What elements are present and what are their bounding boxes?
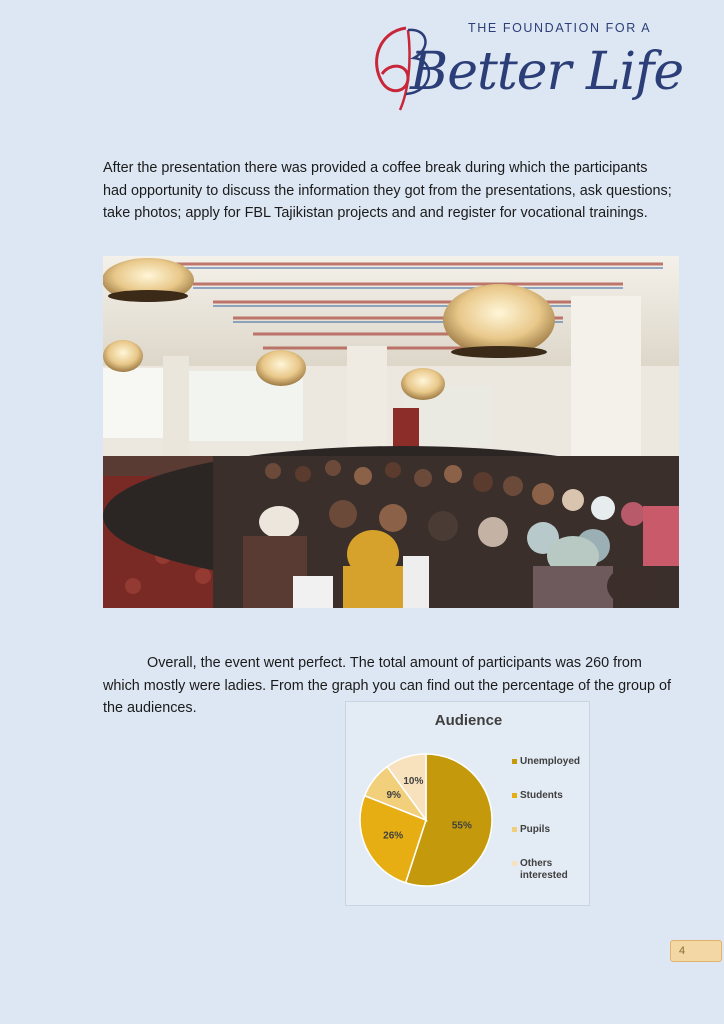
legend-label: Pupils [520,824,551,835]
legend-item [512,858,588,892]
legend-swatch [512,793,517,798]
pie-data-label: 26% [383,830,404,842]
paragraph-overall-text: Overall, the event went perfect. The total amount of participants was 260 from which mostly were ladies. From the graph you can find out the percentage of the group of the audiences. [103,655,671,716]
foundation-logo [366,18,684,118]
legend-swatch [512,759,517,764]
page-number: 4 [670,940,722,962]
legend-label: Unemployed [520,756,581,767]
chart-title: Audience [434,712,503,729]
pie-data-label: 9% [386,789,401,801]
chart-legend [512,756,588,892]
pie-data-label: 10% [403,776,424,788]
legend-label: Students [520,790,563,801]
event-photo [103,256,679,608]
pie-data-label: 55% [451,820,472,832]
logo-script-text: Better Life [410,42,684,102]
legend-swatch [512,861,517,866]
paragraph-coffee-break: After the presentation there was provided a coffee break during which the participants had opportunity to discuss the information they got from the presentations, ask questions; take photos; apply for FBL Tajikistan projects and and register for vocational trainings. [103,160,672,221]
event-audience-photo-icon [103,256,679,608]
legend-item [512,824,588,858]
legend-item [512,756,588,790]
logo-top-text: THE FOUNDATION FOR A [468,21,652,35]
audience-pie-chart [345,701,590,906]
legend-label: Others interested [520,858,568,881]
legend-item [512,790,588,824]
legend-swatch [512,827,517,832]
